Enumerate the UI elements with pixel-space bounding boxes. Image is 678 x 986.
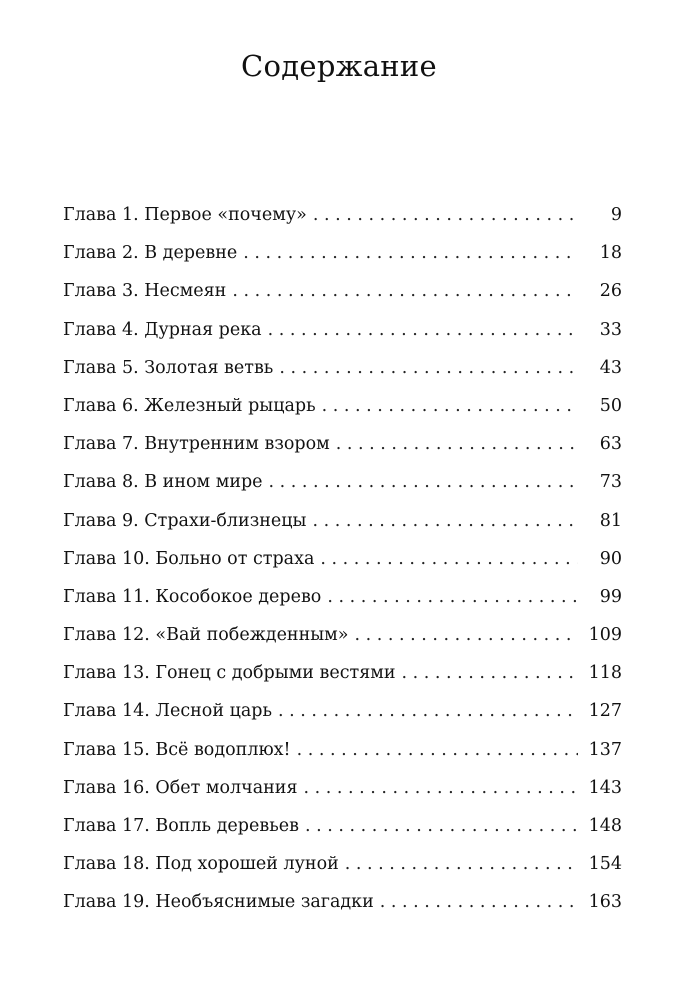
chapter-title: Глава 12. «Вай побежденным» <box>63 625 349 646</box>
toc-entry <box>63 387 622 425</box>
page-number: 43 <box>599 357 622 378</box>
chapter-title: Глава 7. Внутренним взором <box>63 434 330 455</box>
dot-leader <box>312 502 578 540</box>
toc-entry <box>63 540 622 578</box>
toc-entry <box>63 883 622 921</box>
page-number: 26 <box>599 281 622 302</box>
toc-entry <box>63 234 622 272</box>
page-number: 163 <box>588 892 622 913</box>
dot-leader <box>278 692 578 730</box>
page-number: 154 <box>588 854 622 875</box>
toc-entry <box>63 463 622 501</box>
dot-leader <box>327 578 578 616</box>
chapter-title: Глава 6. Железный рыцарь <box>63 395 316 416</box>
page-number: 73 <box>599 472 622 493</box>
toc-entry <box>63 845 622 883</box>
toc-entry <box>63 692 622 730</box>
chapter-title: Глава 3. Несмеян <box>63 281 227 302</box>
page-number: 99 <box>599 586 622 607</box>
chapter-title: Глава 15. Всё водоплюх! <box>63 739 291 760</box>
dot-leader <box>402 654 578 692</box>
dot-leader <box>322 387 578 425</box>
chapter-title: Глава 1. Первое «почему» <box>63 205 307 225</box>
toc-entry <box>63 196 622 234</box>
chapter-title: Глава 14. Лесной царь <box>63 701 272 722</box>
dot-leader <box>336 425 578 463</box>
chapter-title: Глава 9. Страхи-близнецы <box>63 510 307 531</box>
toc-entry <box>63 502 622 540</box>
chapter-title: Глава 13. Гонец с добрыми вестями <box>63 663 396 684</box>
toc-entry <box>63 272 622 310</box>
page-title: Содержание <box>240 49 438 83</box>
page-number: 50 <box>599 395 622 416</box>
toc-entry <box>63 769 622 807</box>
dot-leader <box>232 272 578 310</box>
page-number: 109 <box>588 625 622 646</box>
chapter-title: Глава 8. В ином мире <box>63 472 263 493</box>
dot-leader <box>304 769 579 807</box>
page-number: 118 <box>588 663 622 684</box>
page-number: 137 <box>588 739 622 760</box>
toc-entry <box>63 807 622 845</box>
page-number: 81 <box>599 510 622 531</box>
page-number: 33 <box>599 319 622 340</box>
dot-leader <box>320 540 578 578</box>
toc-entry <box>63 311 622 349</box>
page-number: 9 <box>610 205 622 225</box>
dot-leader <box>243 234 578 272</box>
toc-entry <box>63 578 622 616</box>
dot-leader <box>380 883 578 921</box>
toc-entry <box>63 425 622 463</box>
chapter-title: Глава 4. Дурная река <box>63 319 262 340</box>
dot-leader <box>345 845 578 883</box>
dot-leader <box>305 807 578 845</box>
page-number: 127 <box>588 701 622 722</box>
page-number: 18 <box>599 243 622 264</box>
chapter-title: Глава 11. Кособокое дерево <box>63 586 322 607</box>
toc-entry <box>63 731 622 769</box>
chapter-title: Глава 17. Вопль деревьев <box>63 816 299 836</box>
chapter-title: Глава 19. Необъяснимые загадки <box>63 892 374 913</box>
dot-leader <box>297 731 578 769</box>
chapter-title: Глава 2. В деревне <box>63 243 238 264</box>
page-number: 148 <box>588 816 622 836</box>
page-number: 63 <box>599 434 622 455</box>
dot-leader <box>355 616 578 654</box>
dot-leader <box>269 463 578 501</box>
dot-leader <box>279 349 578 387</box>
toc-entry <box>63 654 622 692</box>
chapter-title: Глава 18. Под хорошей луной <box>63 854 339 875</box>
chapter-title: Глава 16. Обет молчания <box>63 777 298 798</box>
dot-leader <box>268 311 578 349</box>
page-number: 90 <box>599 548 622 569</box>
dot-leader <box>313 196 578 234</box>
toc-entry <box>63 349 622 387</box>
chapter-title: Глава 5. Золотая ветвь <box>63 357 274 378</box>
table-of-contents <box>63 196 622 922</box>
chapter-title: Глава 10. Больно от страха <box>63 548 315 569</box>
page-number: 143 <box>588 777 622 798</box>
toc-entry <box>63 616 622 654</box>
